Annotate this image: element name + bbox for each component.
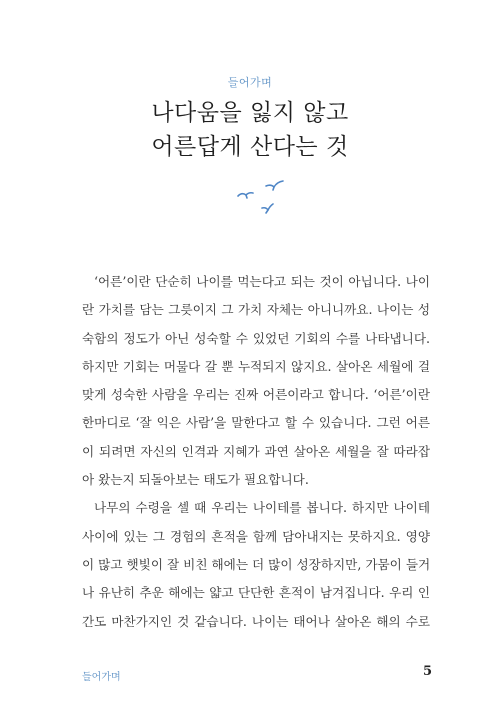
text-line: 맞게 성숙한 사람을 우리는 진짜 어른이라고 합니다. ‘어른’이란 <box>82 387 430 403</box>
text-line: 한마디로 ‘잘 익은 사람’을 말한다고 할 수 있습니다. 그런 어른 <box>82 415 430 431</box>
text-line: 란 가치를 담는 그릇이지 그 가치 자체는 아니니까요. 나이는 성 <box>82 302 430 318</box>
chapter-title-line: 어른답게 산다는 것 <box>151 134 349 160</box>
footer-section-label: 들어가며 <box>82 672 121 683</box>
section-label: 들어가며 <box>227 76 273 89</box>
text-line: 나 유난히 추운 해에는 얇고 단단한 흔적이 남겨집니다. 우리 인 <box>82 585 430 601</box>
text-line: 이 많고 햇빛이 잘 비친 해에는 더 많이 성장하지만, 가뭄이 들거 <box>82 556 431 572</box>
text-line: 나무의 수령을 셀 때 우리는 나이테를 봅니다. 하지만 나이테 <box>94 500 430 516</box>
birds-icon <box>232 172 292 218</box>
paragraph <box>82 268 430 494</box>
text-line: ‘어른’이란 단순히 나이를 먹는다고 되는 것이 아닙니다. 나이 <box>94 274 430 289</box>
text-line: 숙함의 정도가 아닌 성숙할 수 있었던 기회의 수를 나타냅니다. <box>82 330 430 346</box>
chapter-title-line: 나다움을 잃지 않고 <box>151 100 349 126</box>
paragraph <box>82 494 430 635</box>
text-line: 사이에 있는 그 경험의 흔적을 함께 담아내지는 못하지요. 영양 <box>82 528 430 544</box>
text-line: 하지만 기회는 머물다 갈 뿐 누적되지 않지요. 살아온 세월에 걸 <box>82 358 430 374</box>
page-number: 5 <box>422 664 432 679</box>
body-text <box>82 268 430 636</box>
text-line: 아 왔는지 되돌아보는 태도가 필요합니다. <box>82 472 309 488</box>
text-line: 간도 마찬가지인 것 같습니다. 나이는 태어나 살아온 해의 수로 <box>82 613 430 629</box>
chapter-title <box>0 96 500 164</box>
text-line: 이 되려면 자신의 인격과 지혜가 과연 살아온 세월을 잘 따라잡 <box>82 443 430 459</box>
